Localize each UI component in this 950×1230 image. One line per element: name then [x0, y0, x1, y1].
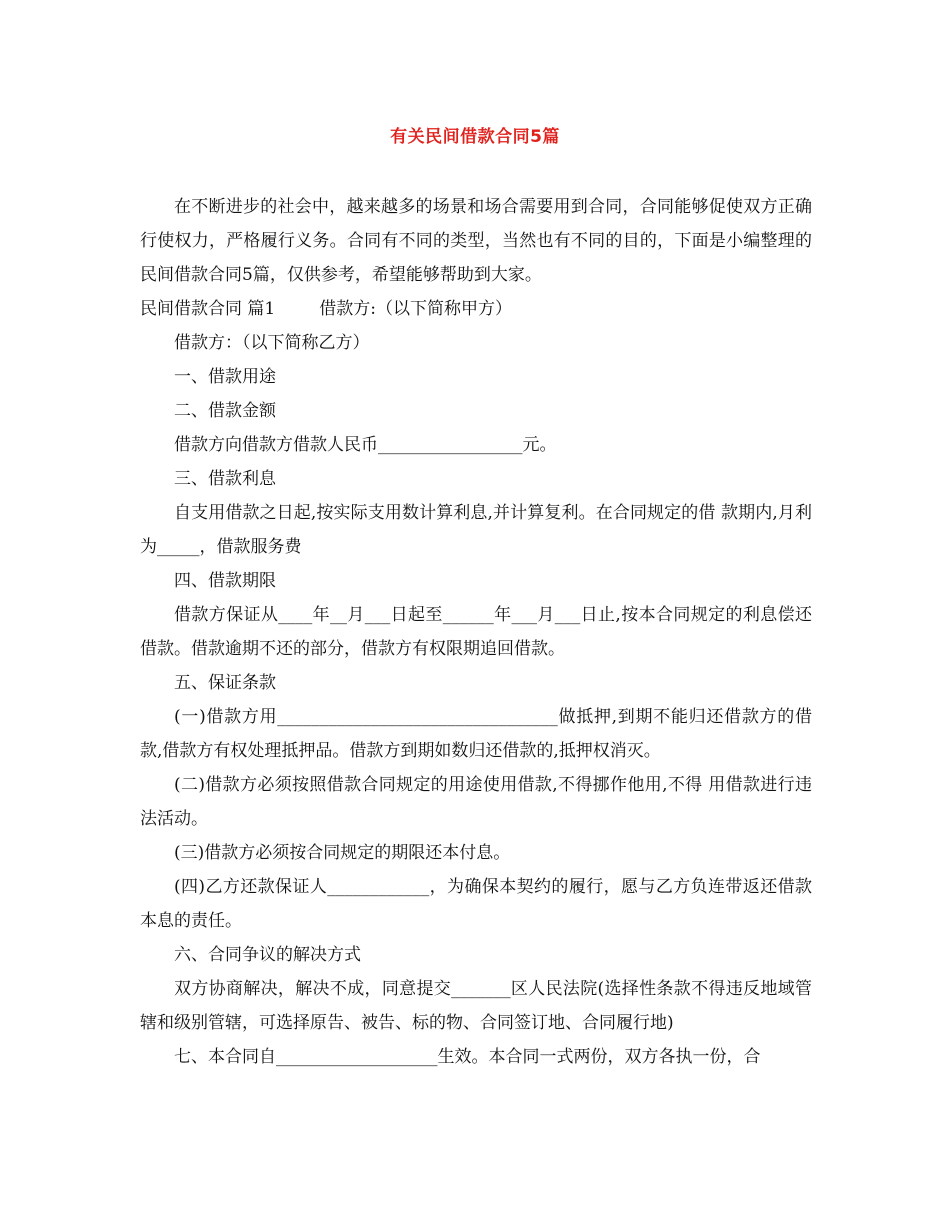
section-heading-dispute: 六、合同争议的解决方式: [174, 945, 361, 965]
document-body: [140, 190, 812, 1074]
section-heading-term: 四、借款期限: [174, 571, 276, 591]
contract-heading: 民间借款合同 篇1: [140, 299, 276, 319]
guarantee-clause-4: (四)乙方还款保证人____________，为确保本契约的履行，愿与乙方负连带返还借款本息的责任。: [140, 877, 812, 931]
lender-line: 借款方:（以下简称甲方）: [319, 299, 512, 319]
section-heading-guarantee: 五、保证条款: [174, 673, 276, 693]
section-heading-purpose: 一、借款用途: [174, 367, 276, 387]
interest-paragraph: 自支用借款之日起,按实际支用数计算利息,并计算复利。在合同规定的借 款期内,月利为_____，借款服务费: [140, 503, 812, 557]
contract-heading-line: [140, 292, 812, 326]
document-title: 有关民间借款合同5篇: [390, 127, 560, 147]
amount-paragraph: 借款方向借款方借款人民币_________________元。: [174, 435, 557, 455]
section-heading-interest: 三、借款利息: [174, 469, 276, 489]
intro-paragraph: 在不断进步的社会中，越来越多的场景和场合需要用到合同，合同能够促使双方正确行使权力，严格履行义务。合同有不同的类型，当然也有不同的目的，下面是小编整理的民间借款合同5篇，仅供参考，希望能够帮助到大家。: [140, 197, 812, 285]
borrower-line: 借款方：（以下简称乙方）: [174, 333, 370, 353]
guarantee-clause-2: (二)借款方必须按照借款合同规定的用途使用借款,不得挪作他用,不得 用借款进行违法活动。: [140, 775, 812, 829]
guarantee-clause-3: (三)借款方必须按合同规定的期限还本付息。: [174, 843, 511, 863]
effective-paragraph: 七、本合同自___________________生效。本合同一式两份，双方各执一份，合: [174, 1047, 761, 1067]
dispute-paragraph: 双方协商解决，解决不成，同意提交_______区人民法院(选择性条款不得违反地域管辖和级别管辖，可选择原告、被告、标的物、合同签订地、合同履行地): [140, 979, 812, 1033]
term-paragraph: 借款方保证从____年__月___日起至______年___月___日止,按本合同规定的利息偿还借款。借款逾期不还的部分，借款方有权限期追回借款。: [140, 605, 812, 659]
guarantee-clause-1: (一)借款方用_________________________________做抵押,到期不能归还借款方的借款,借款方有权处理抵押品。借款方到期如数归还借款的,抵押权消灭。: [140, 707, 812, 761]
section-heading-amount: 二、借款金额: [174, 401, 276, 421]
